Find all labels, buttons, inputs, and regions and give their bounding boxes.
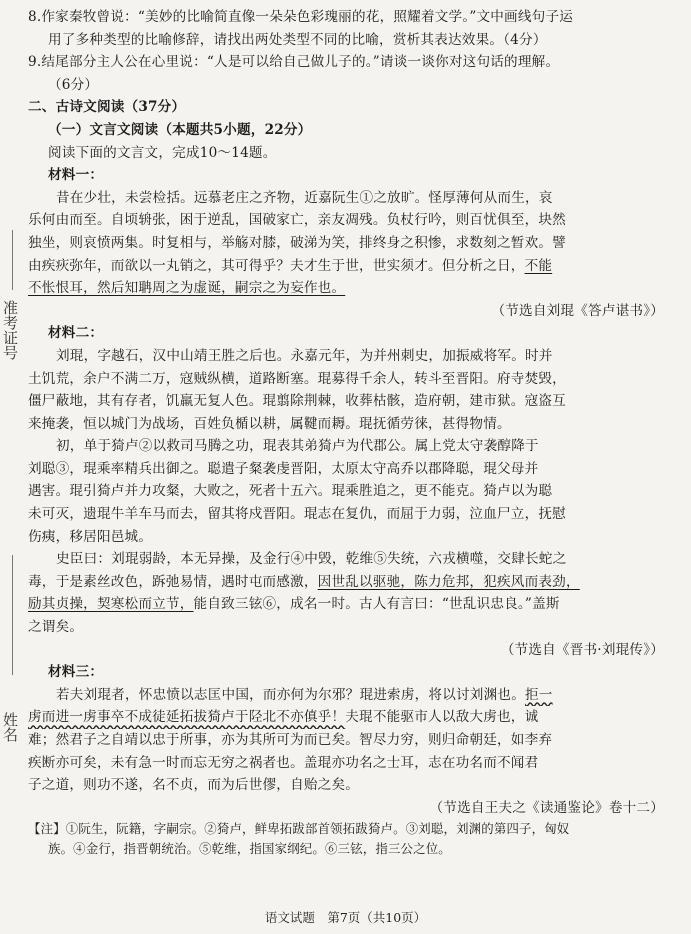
wavy-underlined-sentence: 拒一 <box>525 686 553 703</box>
wavy-underlined-sentence: 虏而进一虏事卒不成徒延拓拔猗卢于陉北不亦傎乎！ <box>28 709 346 726</box>
material-2-text: 毒，于是素丝改色，跅弛易情，遇时屯而感激， <box>28 573 318 590</box>
material-3-text: 夫琨不能驱市人以敌大虏也，诚 <box>345 709 539 726</box>
binding-line-upper <box>12 230 13 290</box>
material-2-line: 初，单于猗卢②以救司马腾之功，琨表其弟猗卢为代郡公。属上党太守袭醇降于 <box>56 438 539 455</box>
question-8-line-2: 用了多种类型的比喻修辞，请找出两处类型不同的比喻，赏析其表达效果。（4分） <box>48 31 547 48</box>
material-2-line <box>28 571 668 594</box>
material-3-title: 材料三： <box>48 664 104 681</box>
material-2-line: 未可灭，遗琨牛羊车马而去，留其将戍晋阳。琨志在复仇，而屈于力弱，泣血尸立，抚慰 <box>28 506 566 523</box>
section-2-title: 二、古诗文阅读（37分） <box>28 99 186 116</box>
material-2-text: 能自致三铉⑥，成名一时。古人有言曰：“世乱识忠良。”盖斯 <box>193 596 560 613</box>
material-2-title: 材料二： <box>48 325 104 342</box>
material-2-line: 刘琨，字越石，汉中山靖王胜之后也。永嘉元年，为并州刺史，加振威将军。时并 <box>56 347 553 364</box>
material-1-line <box>28 255 668 278</box>
material-1-title: 材料一： <box>48 167 104 184</box>
material-3-line <box>28 684 668 707</box>
material-2-line: 刘聪③，琨乘率精兵出御之。聪遣子粲袭虔晋阳，太原太守高乔以郡降聪，琨父母并 <box>28 460 539 477</box>
exam-id-side-label: 准考证号 <box>1 300 19 360</box>
material-2-line: 僵尸蔽地，其有存者，饥羸无复人色。琨翦除荆棘，收葬枯骸，造府朝，建市狱。寇盗互 <box>28 393 566 410</box>
page-footer: 语文试题 第7页（共10页） <box>264 910 427 925</box>
underlined-sentence: 不怅恨耳，然后知聃周之为虚诞，嗣宗之为妄作也。 <box>28 280 346 297</box>
material-3-line <box>28 706 668 729</box>
material-2-line: 来掩袭，恒以城门为战场，百姓负楯以耕，属鞬而耨。琨抚循劳徕，甚得物情。 <box>28 415 511 432</box>
material-2-line: 之谓矣。 <box>28 619 84 636</box>
material-2-line: 史臣曰：刘琨弱龄，本无异操，及金行④中毁，乾维⑤失统，六戎横噬，交肆长蛇之 <box>56 551 567 568</box>
material-2-line: 伤痍，移居阳邑城。 <box>28 528 153 545</box>
material-3-line: 子之道，则功不遂，名不贞，而为后世僇，自贻之矣。 <box>28 777 360 794</box>
question-9-line-1: 9.结尾部分主人公在心里说：“人是可以给自己做儿子的。”请谈一谈你对这句话的理解。 <box>28 54 560 71</box>
note-line: 族。④金行，指晋朝统治。⑤乾维，指国家纲纪。⑥三铉，指三公之位。 <box>48 841 451 857</box>
material-3-line: 难；然君子之自靖以忠于所事，亦为其所可为而已矣。智尽力穷，则归命朝廷，如李弃 <box>28 732 553 748</box>
section-2-subtitle: （一）文言文阅读（本题共5小题，22分） <box>48 121 312 138</box>
material-2-source: （节选自《晋书·刘琨传》） <box>500 641 664 658</box>
material-1-line: 乐何由而至。自顷辀张，困于逆乱，国破家亡，亲友凋残。负杖行吟，则百忧俱至，块然 <box>28 212 566 229</box>
material-2-line: 土饥荒，余户不满二万，寇贼纵横，道路断塞。琨募得千余人，转斗至晋阳。府寺焚毁， <box>28 370 566 387</box>
material-1-line <box>28 277 668 300</box>
question-8-line-1: 8.作家秦牧曾说：“美妙的比喻简直像一朵朵色彩瑰丽的花，照耀着文学。”文中画线句子运 <box>28 9 574 25</box>
underlined-sentence: 不能 <box>524 257 553 274</box>
material-2-line: 遇害。琨引猗卢并力攻粲，大败之，死者十五六。琨乘胜追之，更不能克。猗卢以为聪 <box>28 483 553 500</box>
material-1-source: （节选自刘琨《答卢谌书》） <box>491 302 664 319</box>
exam-content <box>28 6 668 859</box>
material-3-source: （节选自王夫之《读通鉴论》卷十二） <box>429 799 664 816</box>
section-2-instruction: 阅读下面的文言文，完成10～14题。 <box>48 144 277 161</box>
name-side-label: 姓名 <box>1 712 19 742</box>
material-1-text: 由疾疢弥年，而欲以一丸销之，其可得乎？夫才生于世，世实须才。但分析之日， <box>28 257 525 274</box>
material-3-line: 疾断亦可矣，未有急一时而忘无穷之祸者也。盖琨亦功名之士耳，志在功名而不闻君 <box>28 754 539 771</box>
material-1-line: 昔在少壮，未尝检括。远慕老庄之齐物，近嘉阮生①之放旷。怪厚薄何从而生，哀 <box>56 189 553 206</box>
binding-line-middle <box>12 555 13 675</box>
material-3-text: 若夫刘琨者，怀忠愤以志匡中国，而亦何为尔邪？琨进索虏，将以讨刘渊也。 <box>56 686 525 703</box>
question-9-line-2: （6分） <box>48 76 99 93</box>
underlined-sentence: 因世乱以驱驰，陈力危邦，犯疾风而表劲， <box>317 573 580 590</box>
material-2-line <box>28 593 668 616</box>
underlined-sentence: 励其贞操，契寒松而立节， <box>28 596 194 613</box>
material-1-line: 独坐，则哀愤两集。时复相与，举觞对膝，破涕为笑，排终身之积惨，求数刻之暂欢。譬 <box>28 234 566 251</box>
note-line: 【注】①阮生，阮籍，字嗣宗。②猗卢，鲜卑拓跋部首领拓跋猗卢。③刘聪，刘渊的第四子，匈奴 <box>28 821 570 837</box>
annotation-notes <box>28 819 668 859</box>
